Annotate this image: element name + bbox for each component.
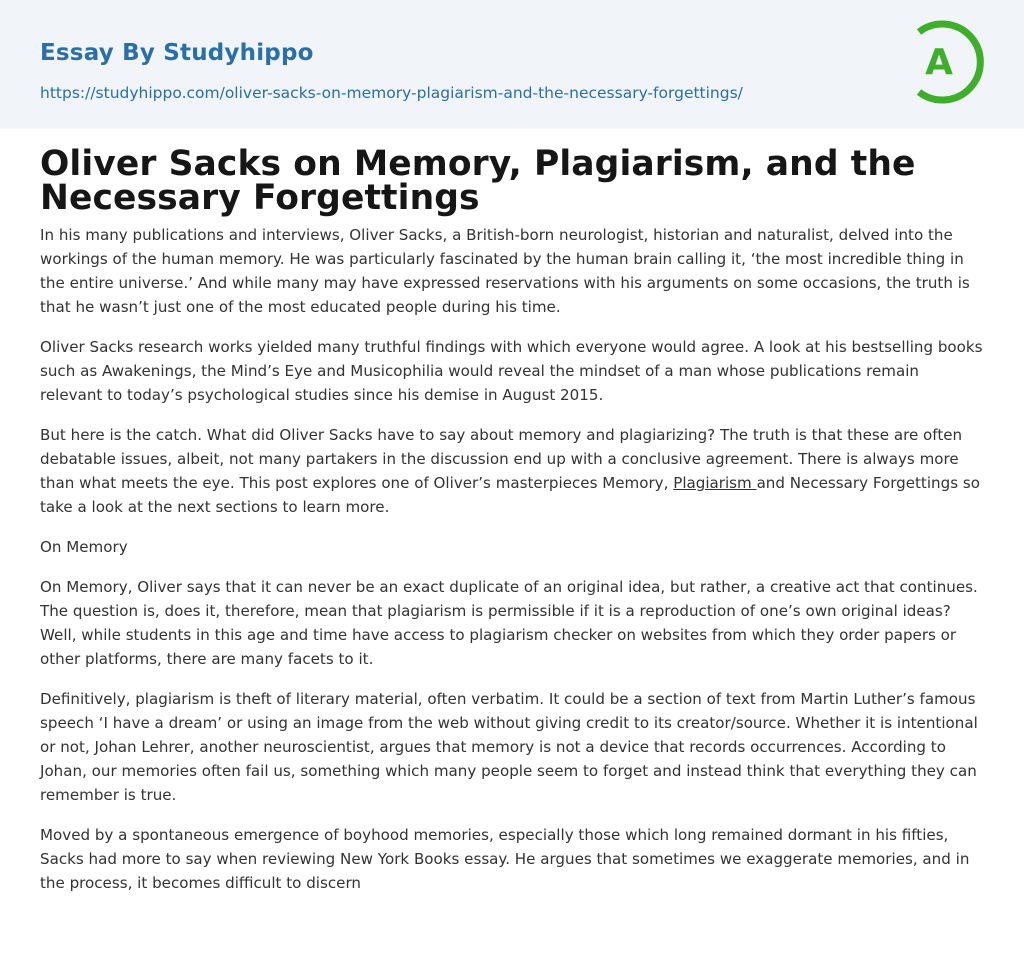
page-url-link[interactable]: https://studyhippo.com/oliver-sacks-on-memory-plagiarism-and-the-necessary-forgettings/ <box>40 84 743 102</box>
site-header <box>0 0 1024 129</box>
article-body <box>40 223 984 895</box>
paragraph-text: and Necessary Forgettings so take a look at the next sections to learn more. <box>40 474 980 516</box>
article-title: Oliver Sacks on Memory, Plagiarism, and the Necessary Forgettings <box>40 144 916 218</box>
studyhippo-logo-icon[interactable] <box>908 18 988 106</box>
paragraph: In his many publications and interviews, Oliver Sacks, a British-born neurologist, historian and naturalist, delved into the workings of the human memory. He was particularly fascinated by the human brain calling it, ‘the most incredible thing in the entire universe.’ And while many may have expressed reservations with his arguments on some occasions, the truth is that he wasn’t just one of the most educated people during his time. <box>40 226 970 316</box>
section-heading: On Memory <box>40 538 128 556</box>
logo-letter: A <box>925 42 953 83</box>
paragraph: Oliver Sacks research works yielded many truthful findings with which everyone would agree. A look at his bestselling books such as Awakenings, the Mind’s Eye and Musicophilia would reveal the mindset of a man whose publications remain relevant to today’s psychological studies since his demise in August 2015. <box>40 338 983 404</box>
paragraph: Definitively, plagiarism is theft of literary material, often verbatim. It could be a section of text from Martin Luther’s famous speech ‘I have a dream’ or using an image from the web without giving credit to its creator/source. Whether it is intentional or not, Johan Lehrer, another neuroscientist, argues that memory is not a device that records occurrences. According to Johan, our memories often fail us, something which many people seem to forget and instead think that everything they can remember is true. <box>40 690 978 804</box>
paragraph: Moved by a spontaneous emergence of boyhood memories, especially those which long remained dormant in his fifties, Sacks had more to say when reviewing New York Books essay. He argues that sometimes we exaggerate memories, and in the process, it becomes difficult to discern <box>40 826 970 892</box>
article <box>40 144 984 911</box>
plagiarism-link[interactable]: Plagiarism <box>673 474 757 492</box>
brand-title[interactable]: Essay By Studyhippo <box>40 40 314 66</box>
paragraph <box>40 423 984 519</box>
paragraph-text: But here is the catch. What did Oliver Sacks have to say about memory and plagiarizing? The truth is that these are often debatable issues, albeit, not many partakers in the discussion end up with a conclusive agreement. There is always more than what meets the eye. This post explores one of Oliver’s masterpieces Memory, <box>40 426 963 492</box>
paragraph: On Memory, Oliver says that it can never be an exact duplicate of an original idea, but rather, a creative act that continues. The question is, does it, therefore, mean that plagiarism is permissible if it is a reproduction of one’s own original ideas? Well, while students in this age and time have access to plagiarism checker on websites from which they order papers or other platforms, there are many facets to it. <box>40 578 978 668</box>
